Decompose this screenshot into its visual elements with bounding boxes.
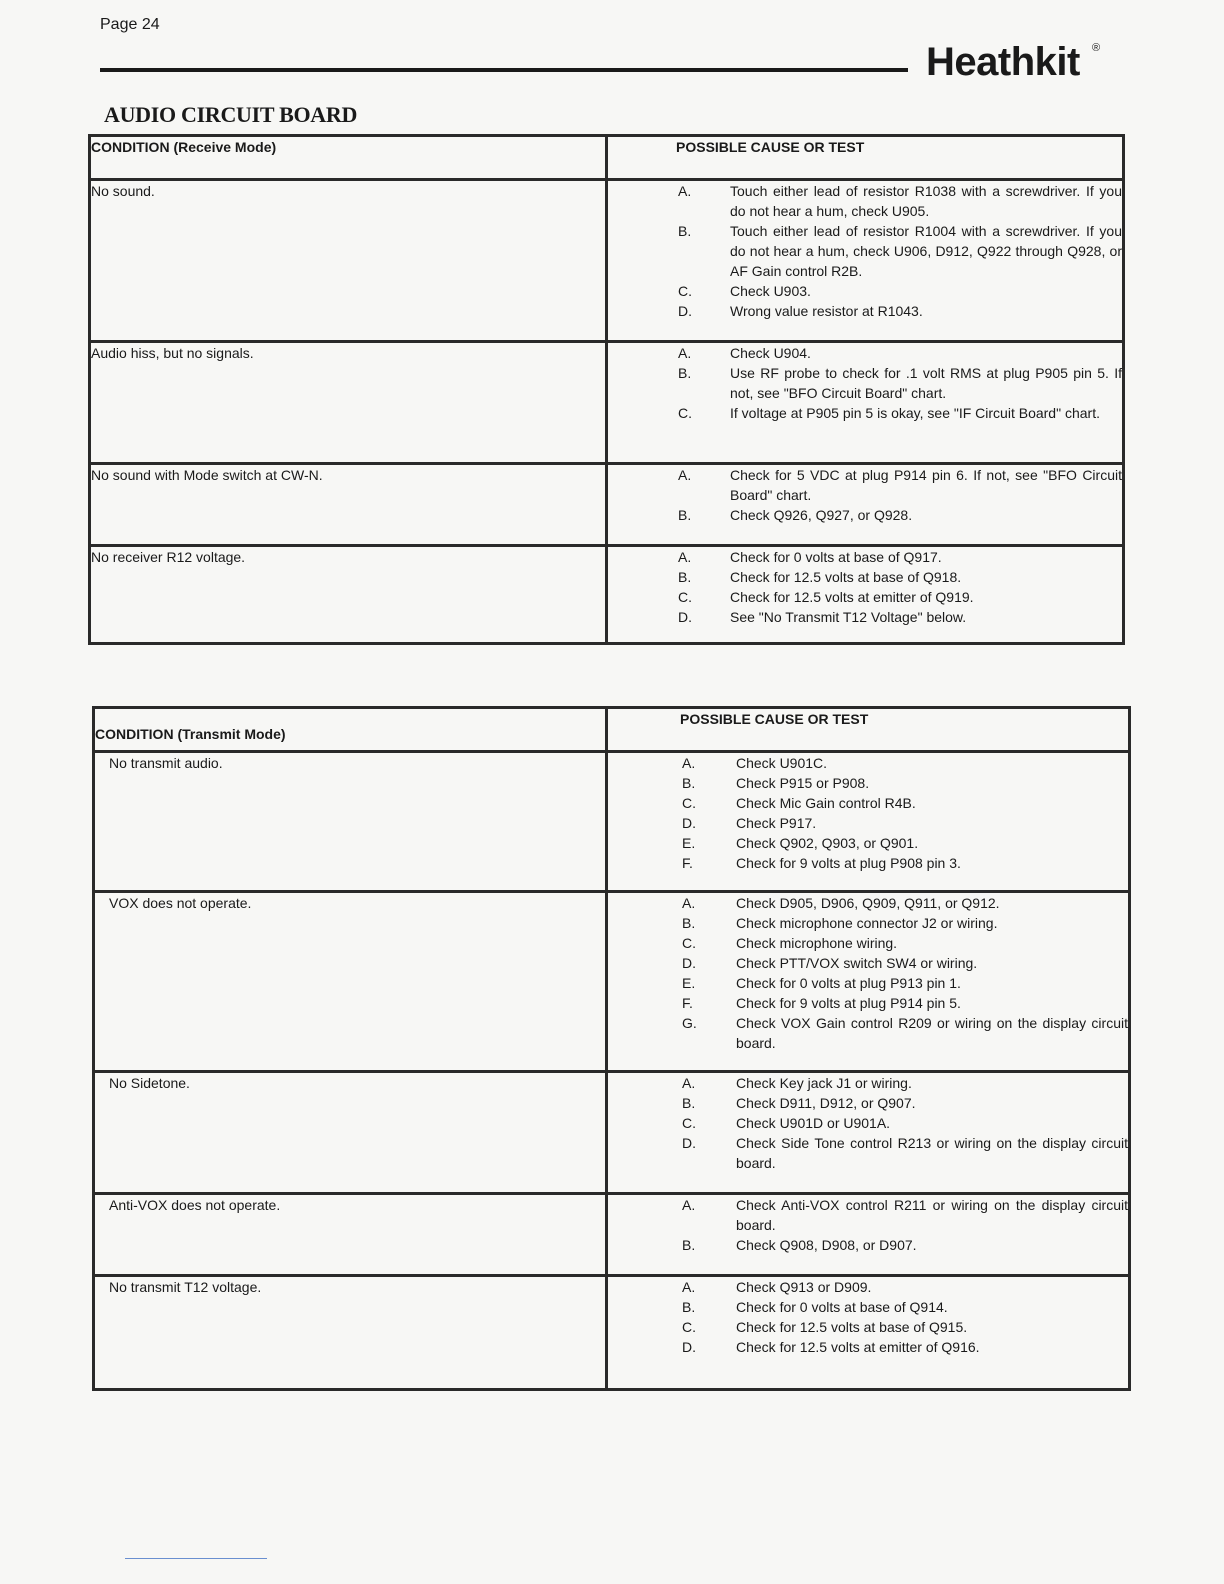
cause-letter: D. (678, 303, 692, 319)
cause-letter: B. (682, 775, 696, 791)
cause-text: Check Q913 or D909. (736, 1279, 872, 1295)
cause-item (608, 1235, 1128, 1255)
cause-item (608, 567, 1122, 587)
cause-item (608, 221, 1122, 281)
cause-item (608, 465, 1122, 505)
table-row (94, 1194, 1130, 1276)
cause-text: Check for 12.5 volts at base of Q918. (730, 569, 962, 585)
cause-text: Check P915 or P908. (736, 775, 870, 791)
condition-cell: VOX does not operate. (94, 892, 607, 1072)
cause-item (608, 893, 1128, 913)
cause-text: Check D905, D906, Q909, Q911, or Q912. (736, 895, 1000, 911)
cause-item (608, 301, 1122, 321)
cause-letter: F. (682, 995, 693, 1011)
cause-text: Check Mic Gain control R4B. (736, 795, 916, 811)
cause-letter: G. (682, 1015, 697, 1031)
cause-text: Check Anti-VOX control R211 or wiring on the display circuit board. (736, 1197, 1128, 1233)
cause-text: Check for 0 volts at base of Q917. (730, 549, 942, 565)
cause-letter: A. (678, 467, 692, 483)
cause-item (608, 1337, 1128, 1357)
link-underline (125, 1558, 267, 1559)
cause-letter: C. (682, 935, 696, 951)
cause-text: Check microphone wiring. (736, 935, 898, 951)
page-number: Page 24 (100, 16, 160, 33)
cause-letter: B. (678, 365, 692, 381)
cause-letter: B. (682, 915, 696, 931)
cause-text: Touch either lead of resistor R1004 with a screwdriver. If you do not hear a hum, check U906, D912, Q922 through Q928, or AF Gain control R2B. (730, 223, 1122, 279)
cause-text: Check for 5 VDC at plug P914 pin 6. If not, see "BFO Circuit Board" chart. (730, 467, 1122, 503)
condition-header: CONDITION (Transmit Mode) (94, 708, 607, 752)
cause-text: Check Key jack J1 or wiring. (736, 1075, 912, 1091)
cause-text: Check U901D or U901A. (736, 1115, 891, 1131)
cause-text: Check for 9 volts at plug P914 pin 5. (736, 995, 961, 1011)
section-title: AUDIO CIRCUIT BOARD (104, 102, 358, 127)
cause-text: Check for 0 volts at plug P913 pin 1. (736, 975, 961, 991)
cause-letter: D. (682, 1135, 696, 1151)
cause-item (608, 1073, 1128, 1093)
causes-cell (607, 464, 1124, 546)
condition-cell: No Sidetone. (94, 1072, 607, 1194)
cause-letter: B. (678, 507, 692, 523)
cause-letter: B. (678, 569, 692, 585)
cause-header: POSSIBLE CAUSE OR TEST (607, 708, 1130, 752)
cause-item (608, 813, 1128, 833)
cause-text: Check for 12.5 volts at emitter of Q916. (736, 1339, 980, 1355)
receive-mode-table (88, 134, 1125, 645)
cause-item (608, 993, 1128, 1013)
causes-cell (607, 1072, 1130, 1194)
condition-cell: No receiver R12 voltage. (90, 546, 607, 644)
condition-cell: No transmit T12 voltage. (94, 1276, 607, 1390)
table-row (94, 1276, 1130, 1390)
cause-text: Use RF probe to check for .1 volt RMS at plug P905 pin 5. If not, see "BFO Circuit Board" chart. (730, 365, 1122, 401)
causes-cell (607, 752, 1130, 892)
cause-text: Check for 12.5 volts at emitter of Q919. (730, 589, 974, 605)
cause-letter: D. (678, 609, 692, 625)
cause-text: Check VOX Gain control R209 or wiring on the display circuit board. (736, 1015, 1128, 1051)
cause-text: Check Q902, Q903, or Q901. (736, 835, 919, 851)
cause-text: Check Q908, D908, or D907. (736, 1237, 917, 1253)
cause-item (608, 833, 1128, 853)
cause-letter: A. (682, 1197, 696, 1213)
cause-letter: B. (678, 223, 692, 239)
causes-cell (607, 342, 1124, 464)
cause-text: If voltage at P905 pin 5 is okay, see "IF Circuit Board" chart. (730, 405, 1100, 421)
header-rule (100, 68, 908, 72)
cause-item (608, 1195, 1128, 1235)
cause-text: Check for 9 volts at plug P908 pin 3. (736, 855, 961, 871)
cause-text: Check Side Tone control R213 or wiring on the display circuit board. (736, 1135, 1128, 1171)
brand-logo: Heathkit (926, 40, 1080, 84)
cause-letter: F. (682, 855, 693, 871)
cause-item (608, 1133, 1128, 1173)
cause-item (608, 505, 1122, 525)
cause-item (608, 607, 1122, 627)
cause-text: Wrong value resistor at R1043. (730, 303, 923, 319)
causes-cell (607, 892, 1130, 1072)
cause-text: Check Q926, Q927, or Q928. (730, 507, 913, 523)
transmit-mode-table (92, 706, 1131, 1391)
cause-letter: C. (678, 283, 692, 299)
cause-item (608, 281, 1122, 301)
registered-mark: ® (1092, 42, 1101, 54)
table-header-row (90, 136, 1124, 180)
table-header-row (94, 708, 1130, 752)
cause-letter: A. (682, 895, 696, 911)
cause-letter: C. (682, 1115, 696, 1131)
cause-letter: C. (678, 405, 692, 421)
table-row (94, 752, 1130, 892)
cause-letter: A. (678, 345, 692, 361)
cause-letter: C. (678, 589, 692, 605)
cause-letter: B. (682, 1299, 696, 1315)
cause-item (608, 587, 1122, 607)
causes-cell (607, 180, 1124, 342)
cause-text: Check PTT/VOX switch SW4 or wiring. (736, 955, 978, 971)
cause-letter: D. (682, 815, 696, 831)
cause-item (608, 913, 1128, 933)
cause-text: Check P917. (736, 815, 817, 831)
cause-text: Check for 0 volts at base of Q914. (736, 1299, 948, 1315)
cause-item (608, 181, 1122, 221)
cause-text: Touch either lead of resistor R1038 with a screwdriver. If you do not hear a hum, check U905. (730, 183, 1122, 219)
cause-text: Check U904. (730, 345, 811, 361)
cause-letter: D. (682, 955, 696, 971)
table-row (90, 546, 1124, 644)
cause-letter: E. (682, 975, 696, 991)
cause-letter: B. (682, 1095, 696, 1111)
causes-cell (607, 546, 1124, 644)
cause-letter: B. (682, 1237, 696, 1253)
cause-item (608, 1277, 1128, 1297)
condition-cell: No sound with Mode switch at CW-N. (90, 464, 607, 546)
causes-cell (607, 1194, 1130, 1276)
causes-cell (607, 1276, 1130, 1390)
cause-letter: A. (678, 183, 692, 199)
cause-item (608, 793, 1128, 813)
cause-item (608, 953, 1128, 973)
table-row (94, 1072, 1130, 1194)
condition-header: CONDITION (Receive Mode) (90, 136, 607, 180)
cause-item (608, 403, 1122, 423)
cause-letter: A. (678, 549, 692, 565)
cause-item (608, 1113, 1128, 1133)
cause-item (608, 773, 1128, 793)
cause-letter: C. (682, 795, 696, 811)
cause-letter: A. (682, 755, 696, 771)
cause-text: Check D911, D912, or Q907. (736, 1095, 916, 1111)
cause-text: Check U901C. (736, 755, 828, 771)
cause-text: Check U903. (730, 283, 811, 299)
cause-letter: D. (682, 1339, 696, 1355)
condition-cell: No transmit audio. (94, 752, 607, 892)
cause-item (608, 933, 1128, 953)
table-row (90, 342, 1124, 464)
cause-item (608, 973, 1128, 993)
cause-text: Check for 12.5 volts at base of Q915. (736, 1319, 968, 1335)
cause-text: Check microphone connector J2 or wiring. (736, 915, 998, 931)
table-row (90, 180, 1124, 342)
cause-letter: A. (682, 1075, 696, 1091)
cause-item (608, 547, 1122, 567)
cause-item (608, 363, 1122, 403)
cause-item (608, 1013, 1128, 1053)
condition-cell: Audio hiss, but no signals. (90, 342, 607, 464)
condition-cell: Anti-VOX does not operate. (94, 1194, 607, 1276)
cause-item (608, 343, 1122, 363)
cause-header: POSSIBLE CAUSE OR TEST (607, 136, 1124, 180)
cause-item (608, 1297, 1128, 1317)
cause-letter: A. (682, 1279, 696, 1295)
cause-item (608, 853, 1128, 873)
table-row (90, 464, 1124, 546)
cause-item (608, 753, 1128, 773)
condition-cell: No sound. (90, 180, 607, 342)
cause-text: See "No Transmit T12 Voltage" below. (730, 609, 967, 625)
cause-letter: C. (682, 1319, 696, 1335)
cause-item (608, 1317, 1128, 1337)
cause-letter: E. (682, 835, 696, 851)
table-row (94, 892, 1130, 1072)
cause-item (608, 1093, 1128, 1113)
